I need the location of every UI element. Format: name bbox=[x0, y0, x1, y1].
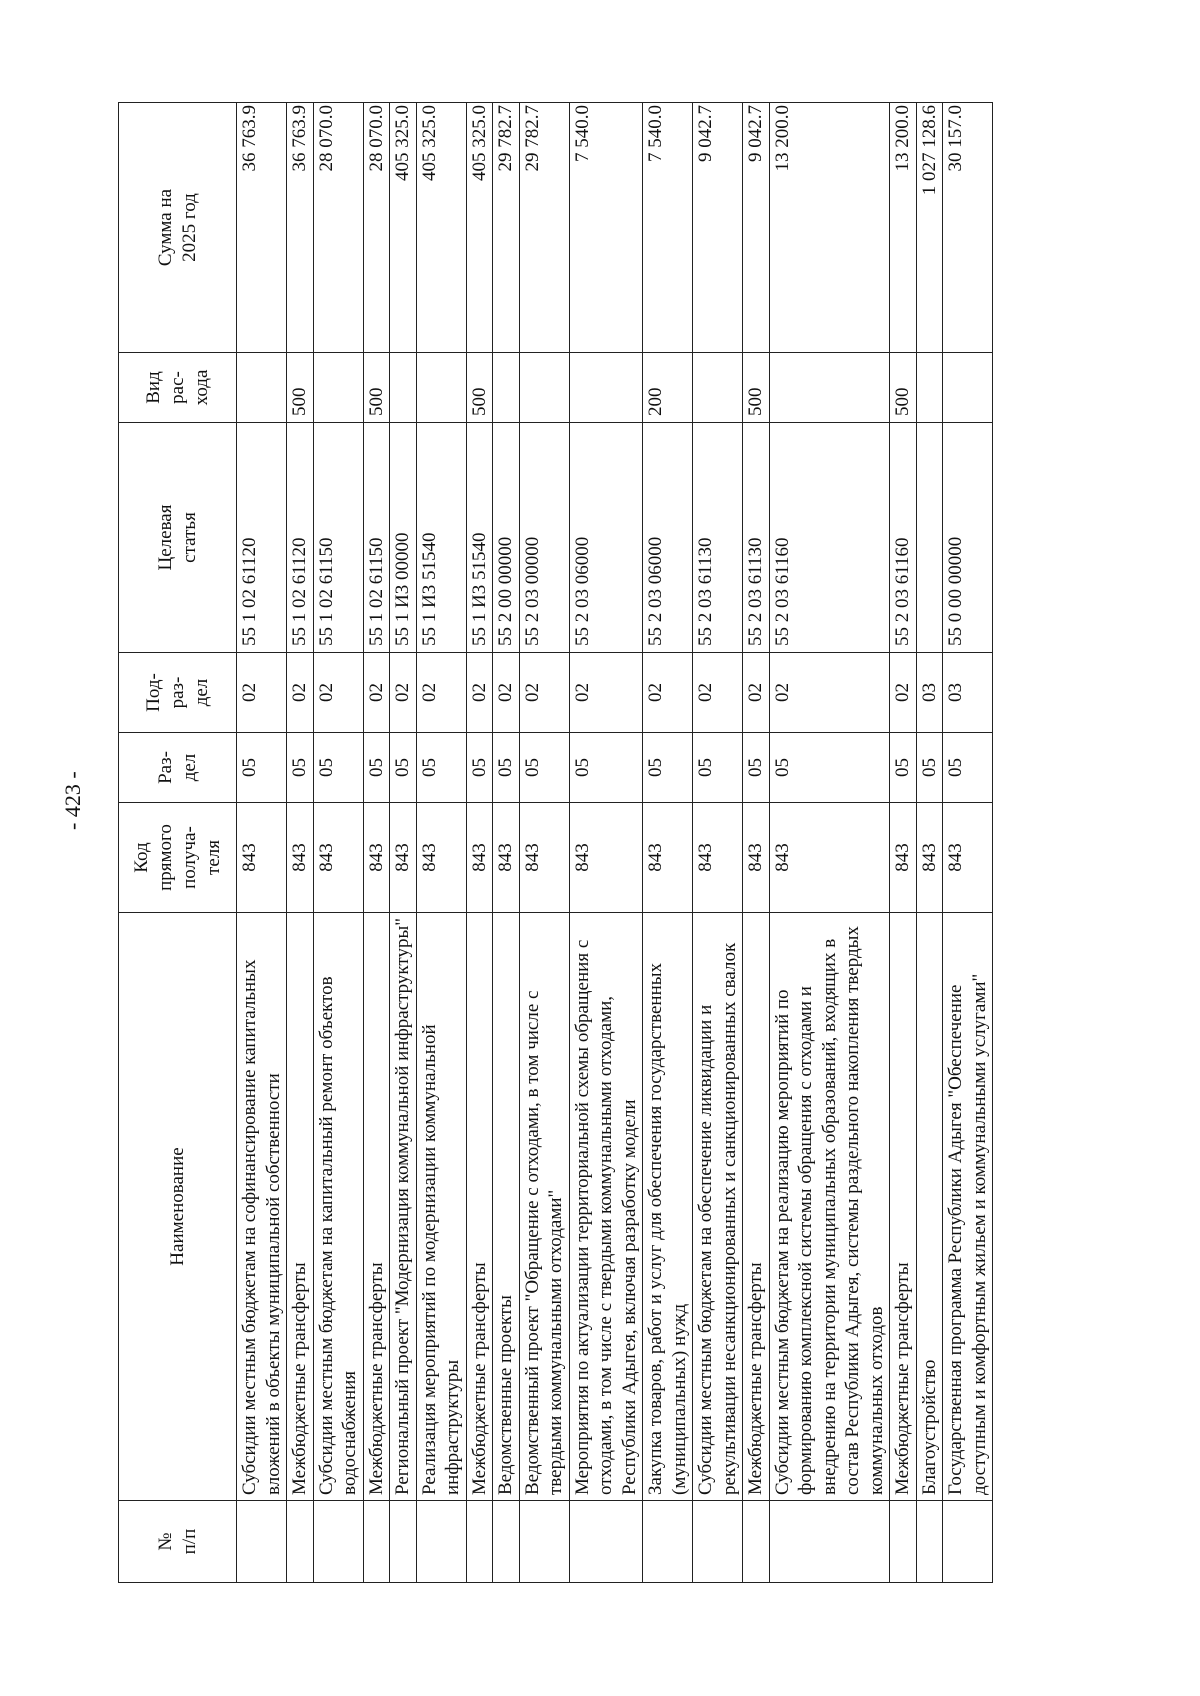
cell-recipient-code: 843 bbox=[890, 803, 917, 913]
cell-section: 05 bbox=[466, 733, 493, 803]
table-row bbox=[287, 103, 314, 1583]
cell-target-article: 55 1 02 61150 bbox=[313, 423, 363, 653]
table-row bbox=[943, 103, 993, 1583]
cell-expense-type bbox=[916, 353, 943, 423]
cell-subsection: 02 bbox=[287, 653, 314, 733]
table-row bbox=[569, 103, 643, 1583]
cell-expense-type bbox=[569, 353, 643, 423]
cell-name: Субсидии местным бюджетам на софинансирование капитальных вложений в объекты муниципальной собственности bbox=[237, 913, 287, 1501]
cell-sum: 36 763.9 bbox=[237, 103, 287, 353]
cell-name: Межбюджетные трансферты bbox=[890, 913, 917, 1501]
table-row bbox=[466, 103, 493, 1583]
budget-table bbox=[118, 102, 993, 1583]
cell-expense-type: 500 bbox=[287, 353, 314, 423]
header-expense-type: Вид рас- хода bbox=[119, 353, 237, 423]
cell-no bbox=[743, 1501, 770, 1583]
cell-target-article: 55 2 03 06000 bbox=[569, 423, 643, 653]
cell-no bbox=[943, 1501, 993, 1583]
cell-subsection: 02 bbox=[519, 653, 569, 733]
cell-no bbox=[313, 1501, 363, 1583]
cell-recipient-code: 843 bbox=[643, 803, 693, 913]
budget-table-page bbox=[118, 103, 1058, 1583]
cell-expense-type bbox=[313, 353, 363, 423]
cell-expense-type: 500 bbox=[363, 353, 390, 423]
cell-recipient-code: 843 bbox=[466, 803, 493, 913]
cell-subsection: 02 bbox=[466, 653, 493, 733]
cell-section: 05 bbox=[237, 733, 287, 803]
cell-no bbox=[916, 1501, 943, 1583]
table-row bbox=[890, 103, 917, 1583]
cell-section: 05 bbox=[390, 733, 417, 803]
cell-section: 05 bbox=[569, 733, 643, 803]
cell-section: 05 bbox=[313, 733, 363, 803]
cell-name: Субсидии местным бюджетам на реализацию мероприятий по формированию комплексной системы обращения с отходами и внедрению на территории муниципальных образований, входящих в состав Республики Адыгея, системы раздельного накопления твердых коммунальных отходов bbox=[769, 913, 890, 1501]
cell-name: Закупка товаров, работ и услуг для обеспечения государственных (муниципальных) нужд bbox=[643, 913, 693, 1501]
cell-name: Ведомственный проект "Обращение с отходами, в том числе с твердыми коммунальными отходами" bbox=[519, 913, 569, 1501]
cell-target-article: 55 2 03 61130 bbox=[743, 423, 770, 653]
cell-target-article: 55 2 00 00000 bbox=[493, 423, 520, 653]
cell-target-article: 55 2 03 61160 bbox=[890, 423, 917, 653]
cell-target-article: 55 1 И3 00000 bbox=[390, 423, 417, 653]
cell-subsection: 03 bbox=[943, 653, 993, 733]
cell-target-article: 55 2 03 00000 bbox=[519, 423, 569, 653]
cell-no bbox=[287, 1501, 314, 1583]
cell-subsection: 02 bbox=[743, 653, 770, 733]
cell-subsection: 02 bbox=[313, 653, 363, 733]
cell-name: Межбюджетные трансферты bbox=[743, 913, 770, 1501]
cell-name: Государственная программа Республики Адыгея "Обеспечение доступным и комфортным жильем и коммунальными услугами" bbox=[943, 913, 993, 1501]
cell-recipient-code: 843 bbox=[390, 803, 417, 913]
cell-subsection: 02 bbox=[693, 653, 743, 733]
table-row bbox=[416, 103, 466, 1583]
cell-recipient-code: 843 bbox=[416, 803, 466, 913]
cell-no bbox=[466, 1501, 493, 1583]
cell-recipient-code: 843 bbox=[313, 803, 363, 913]
cell-no bbox=[643, 1501, 693, 1583]
cell-expense-type bbox=[416, 353, 466, 423]
table-body bbox=[237, 103, 993, 1583]
cell-section: 05 bbox=[769, 733, 890, 803]
cell-section: 05 bbox=[287, 733, 314, 803]
cell-expense-type bbox=[493, 353, 520, 423]
header-sum-2025: Сумма на 2025 год bbox=[119, 103, 237, 353]
header-no: № п/п bbox=[119, 1501, 237, 1583]
cell-target-article: 55 2 03 06000 bbox=[643, 423, 693, 653]
table-header-row bbox=[119, 103, 237, 1583]
cell-expense-type bbox=[390, 353, 417, 423]
cell-expense-type bbox=[237, 353, 287, 423]
cell-expense-type bbox=[769, 353, 890, 423]
cell-recipient-code: 843 bbox=[237, 803, 287, 913]
cell-no bbox=[890, 1501, 917, 1583]
cell-section: 05 bbox=[916, 733, 943, 803]
header-section: Раз- дел bbox=[119, 733, 237, 803]
cell-sum: 9 042.7 bbox=[693, 103, 743, 353]
table-row bbox=[390, 103, 417, 1583]
cell-recipient-code: 843 bbox=[943, 803, 993, 913]
cell-sum: 9 042.7 bbox=[743, 103, 770, 353]
cell-name: Реализация мероприятий по модернизации коммунальной инфраструктуры bbox=[416, 913, 466, 1501]
cell-recipient-code: 843 bbox=[363, 803, 390, 913]
cell-sum: 1 027 128.6 bbox=[916, 103, 943, 353]
table-row bbox=[363, 103, 390, 1583]
cell-no bbox=[769, 1501, 890, 1583]
cell-sum: 13 200.0 bbox=[890, 103, 917, 353]
cell-expense-type: 200 bbox=[643, 353, 693, 423]
cell-target-article: 55 1 02 61120 bbox=[237, 423, 287, 653]
cell-expense-type: 500 bbox=[743, 353, 770, 423]
cell-recipient-code: 843 bbox=[743, 803, 770, 913]
table-row bbox=[237, 103, 287, 1583]
cell-target-article: 55 1 02 61150 bbox=[363, 423, 390, 653]
cell-expense-type bbox=[943, 353, 993, 423]
cell-sum: 28 070.0 bbox=[363, 103, 390, 353]
cell-subsection: 02 bbox=[569, 653, 643, 733]
cell-subsection: 02 bbox=[390, 653, 417, 733]
table-row bbox=[693, 103, 743, 1583]
cell-recipient-code: 843 bbox=[493, 803, 520, 913]
cell-section: 05 bbox=[416, 733, 466, 803]
cell-recipient-code: 843 bbox=[916, 803, 943, 913]
cell-name: Мероприятия по актуализации территориальной схемы обращения с отходами, в том числе с твердыми коммунальными отходами, Республики Адыгея, включая разработку модели bbox=[569, 913, 643, 1501]
table-row bbox=[493, 103, 520, 1583]
table-row bbox=[743, 103, 770, 1583]
cell-sum: 405 325.0 bbox=[466, 103, 493, 353]
cell-subsection: 03 bbox=[916, 653, 943, 733]
header-recipient-code: Код прямого получа- теля bbox=[119, 803, 237, 913]
cell-name: Межбюджетные трансферты bbox=[466, 913, 493, 1501]
cell-section: 05 bbox=[363, 733, 390, 803]
cell-sum: 36 763.9 bbox=[287, 103, 314, 353]
cell-name: Субсидии местным бюджетам на обеспечение ликвидации и рекультивации несанкционированных и санкционированных свалок bbox=[693, 913, 743, 1501]
cell-sum: 29 782.7 bbox=[493, 103, 520, 353]
cell-recipient-code: 843 bbox=[769, 803, 890, 913]
cell-section: 05 bbox=[493, 733, 520, 803]
page-number: - 423 - bbox=[60, 771, 85, 830]
cell-section: 05 bbox=[743, 733, 770, 803]
cell-section: 05 bbox=[890, 733, 917, 803]
cell-no bbox=[693, 1501, 743, 1583]
cell-target-article: 55 2 03 61160 bbox=[769, 423, 890, 653]
cell-sum: 28 070.0 bbox=[313, 103, 363, 353]
cell-sum: 29 782.7 bbox=[519, 103, 569, 353]
cell-name: Межбюджетные трансферты bbox=[363, 913, 390, 1501]
table-row bbox=[519, 103, 569, 1583]
cell-section: 05 bbox=[693, 733, 743, 803]
cell-no bbox=[493, 1501, 520, 1583]
cell-subsection: 02 bbox=[769, 653, 890, 733]
cell-subsection: 02 bbox=[237, 653, 287, 733]
header-subsection: Под- раз- дел bbox=[119, 653, 237, 733]
cell-no bbox=[363, 1501, 390, 1583]
cell-no bbox=[237, 1501, 287, 1583]
cell-sum: 405 325.0 bbox=[416, 103, 466, 353]
cell-expense-type bbox=[693, 353, 743, 423]
cell-name: Межбюджетные трансферты bbox=[287, 913, 314, 1501]
cell-subsection: 02 bbox=[493, 653, 520, 733]
cell-expense-type: 500 bbox=[466, 353, 493, 423]
cell-section: 05 bbox=[943, 733, 993, 803]
cell-section: 05 bbox=[643, 733, 693, 803]
table-row bbox=[769, 103, 890, 1583]
cell-sum: 30 157.0 bbox=[943, 103, 993, 353]
cell-sum: 405 325.0 bbox=[390, 103, 417, 353]
cell-name: Региональный проект "Модернизация коммунальной инфраструктуры" bbox=[390, 913, 417, 1501]
header-target-article: Целевая статья bbox=[119, 423, 237, 653]
cell-recipient-code: 843 bbox=[287, 803, 314, 913]
cell-name: Субсидии местным бюджетам на капитальный ремонт объектов водоснабжения bbox=[313, 913, 363, 1501]
cell-sum: 7 540.0 bbox=[643, 103, 693, 353]
cell-subsection: 02 bbox=[363, 653, 390, 733]
cell-name: Ведомственные проекты bbox=[493, 913, 520, 1501]
cell-target-article: 55 2 03 61130 bbox=[693, 423, 743, 653]
header-name: Наименование bbox=[119, 913, 237, 1501]
cell-no bbox=[390, 1501, 417, 1583]
cell-sum: 13 200.0 bbox=[769, 103, 890, 353]
cell-target-article: 55 1 И3 51540 bbox=[466, 423, 493, 653]
cell-recipient-code: 843 bbox=[693, 803, 743, 913]
cell-recipient-code: 843 bbox=[569, 803, 643, 913]
cell-no bbox=[519, 1501, 569, 1583]
cell-target-article: 55 1 02 61120 bbox=[287, 423, 314, 653]
cell-name: Благоустройство bbox=[916, 913, 943, 1501]
cell-subsection: 02 bbox=[643, 653, 693, 733]
cell-target-article bbox=[916, 423, 943, 653]
cell-subsection: 02 bbox=[890, 653, 917, 733]
cell-expense-type bbox=[519, 353, 569, 423]
cell-expense-type: 500 bbox=[890, 353, 917, 423]
cell-target-article: 55 1 И3 51540 bbox=[416, 423, 466, 653]
table-row bbox=[643, 103, 693, 1583]
cell-section: 05 bbox=[519, 733, 569, 803]
table-row bbox=[916, 103, 943, 1583]
cell-recipient-code: 843 bbox=[519, 803, 569, 913]
cell-subsection: 02 bbox=[416, 653, 466, 733]
table-row bbox=[313, 103, 363, 1583]
cell-target-article: 55 0 00 00000 bbox=[943, 423, 993, 653]
cell-no bbox=[416, 1501, 466, 1583]
cell-sum: 7 540.0 bbox=[569, 103, 643, 353]
cell-no bbox=[569, 1501, 643, 1583]
